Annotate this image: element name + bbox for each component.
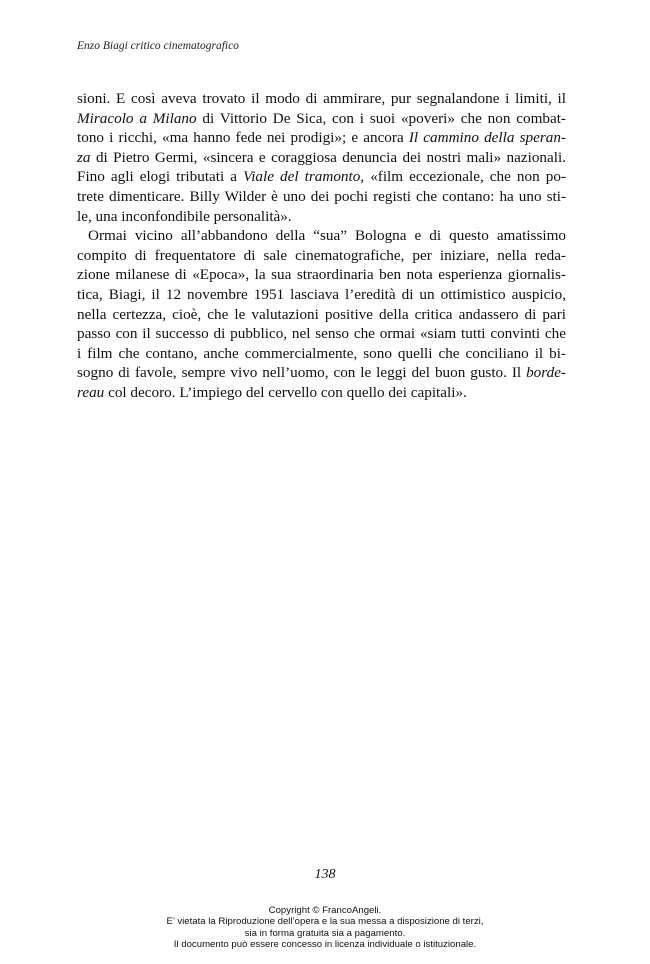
text-line: tica, Biagi, il 12 novembre 1951 lasciava l’eredità di un ottimistico auspicio, — [77, 285, 566, 303]
text-line: Ormai vicino all’abbandono della “sua” Bologna e di questo amatissimo — [88, 227, 566, 245]
text-line: tono i ricchi, «ma hanno fede nei prodigi»; e ancora Il cammino della speran- — [77, 129, 566, 147]
text-line: Miracolo a Milano di Vittorio De Sica, con i suoi «poveri» che non combat- — [77, 109, 566, 127]
copyright-line: Copyright © FrancoAngeli. — [268, 905, 382, 916]
italic-word: reau — [77, 383, 105, 401]
text-line: i film che contano, anche commercialmente, sono quelli che conciliano il bi- — [77, 344, 566, 362]
copyright-line: sia in forma gratuita sia a pagamento. — [244, 927, 406, 939]
text-line: nella certezza, cioè, che le valutazioni positive della critica andassero di pari — [77, 305, 566, 323]
text-line: compito di frequentatore di sale cinematografiche, per iniziare, nella reda- — [77, 246, 566, 264]
film-title: Viale del tramonto — [243, 168, 361, 186]
paragraph-1 — [77, 89, 566, 226]
film-title: Il cammino della speran- — [408, 129, 566, 147]
text-line: Fino agli elogi tributati a Viale del tramonto, «film eccezionale, che non po- — [77, 168, 566, 186]
paragraph-2 — [77, 226, 566, 402]
film-title: Miracolo a Milano — [77, 109, 197, 127]
text-line: trete dimenticare. Billy Wilder è uno dei pochi registi che contano: ha uno sti- — [77, 187, 566, 205]
text-line: reau col decoro. L’impiego del cervello con quello dei capitali». — [77, 383, 467, 401]
text-line: za di Pietro Germi, «sincera e coraggiosa denuncia dei nostri mali» nazionali. — [77, 148, 566, 166]
text-line: sogno di favole, sempre vivo nell’uomo, con le leggi del buon gusto. Il borde- — [77, 364, 566, 382]
body-text — [77, 89, 566, 403]
running-header: Enzo Biagi critico cinematografico — [77, 40, 239, 52]
film-title: za — [77, 148, 91, 166]
copyright-notice — [0, 905, 650, 951]
copyright-line: Il documento può essere concesso in licenza individuale o istituzionale. — [173, 939, 477, 951]
text-line: zione milanese di «Epoca», la sua straordinaria ben nota esperienza giornalis- — [77, 266, 566, 284]
text-line: passo con il successo di pubblico, nel senso che ormai «siam tutti convinti che — [77, 325, 566, 343]
page-number: 138 — [314, 867, 336, 882]
text-line: sioni. E così aveva trovato il modo di ammirare, pur segnalandone i limiti, il — [77, 90, 566, 107]
copyright-line: E’ vietata la Riproduzione dell’opera e la sua messa a disposizione di terzi, — [166, 916, 484, 928]
text-line: le, una inconfondibile personalità». — [77, 207, 292, 225]
italic-word: borde- — [526, 364, 566, 382]
